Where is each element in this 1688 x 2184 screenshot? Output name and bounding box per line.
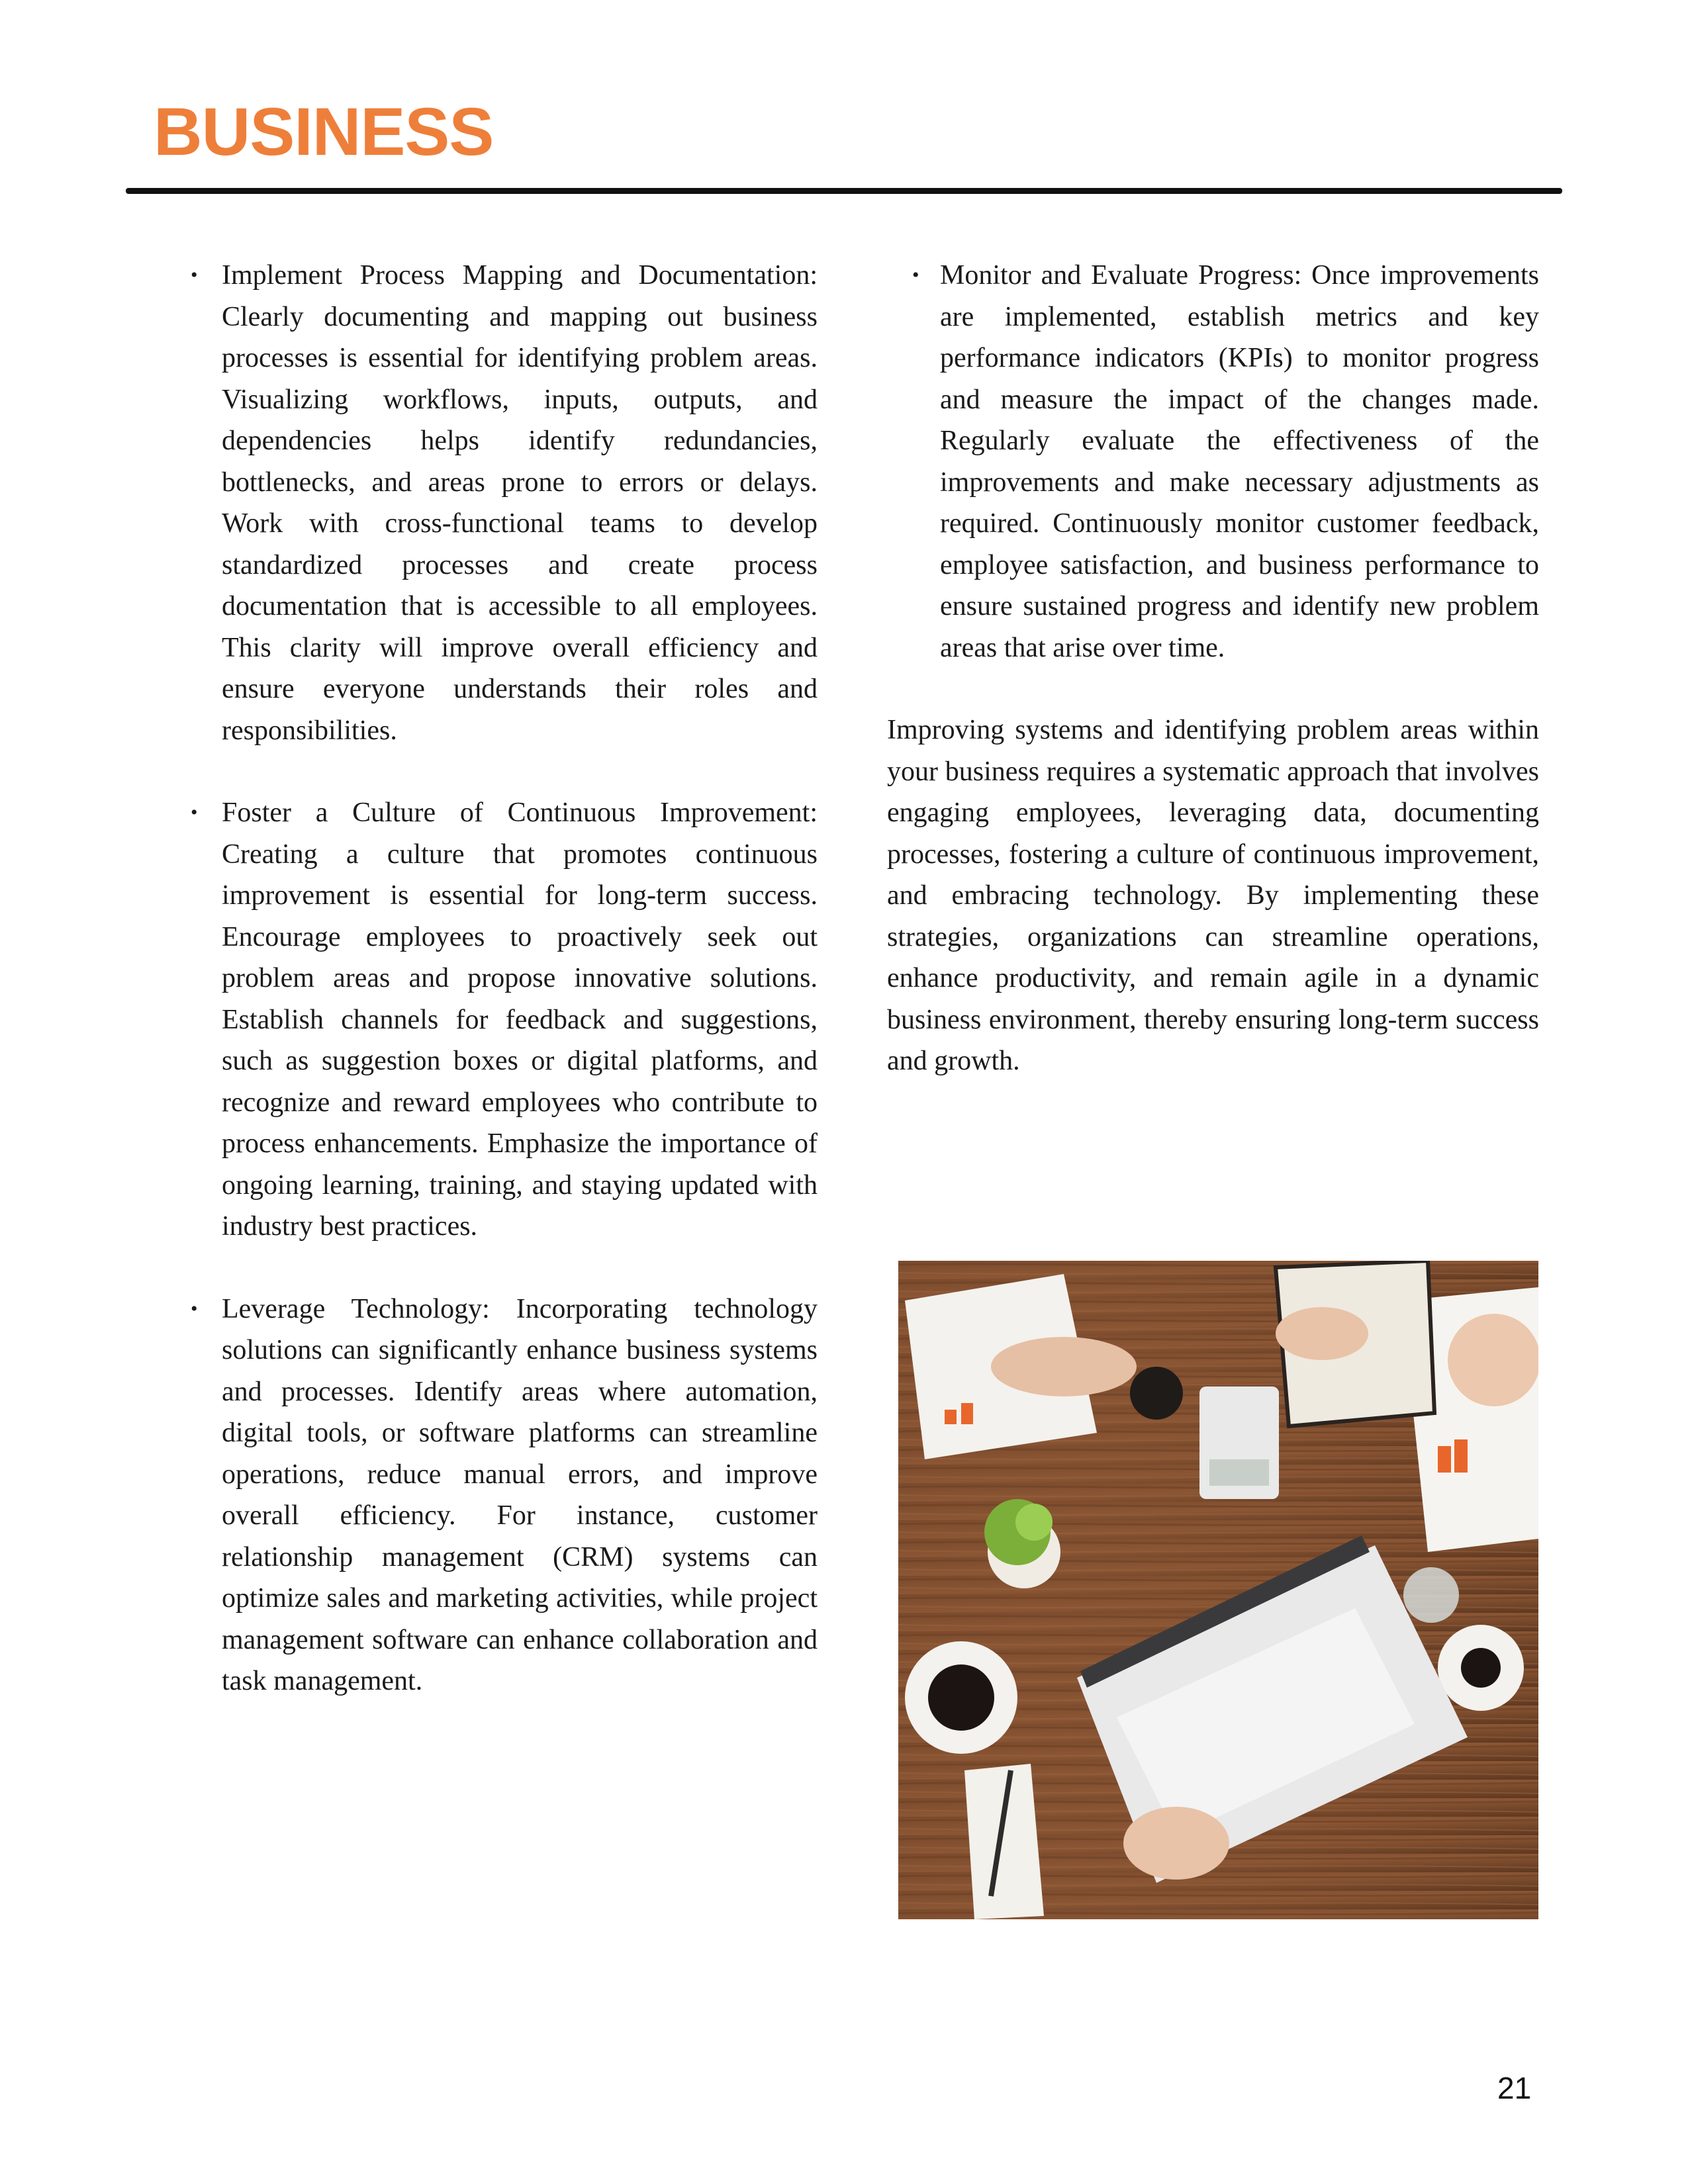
bullet-list-left — [179, 255, 818, 1702]
coffee-cup-right — [1438, 1625, 1524, 1711]
office-desk-photo — [898, 1261, 1538, 1919]
calculator — [1199, 1387, 1279, 1499]
conclusion-paragraph: Improving systems and identifying problem areas within your business requires a systematic approach that involves engaging employees, leveraging data, documenting processes, fostering a culture of continuous improvement, and embracing technology. By implementing these strategies, organizations can streamline operations, enhance productivity, and remain agile in a dynamic business environment, thereby ensuring long-term success and growth. — [887, 715, 1539, 1076]
bullet-list-right — [861, 255, 1539, 668]
coffee-cup-left — [905, 1641, 1017, 1754]
hand-holding-pen — [1276, 1307, 1368, 1360]
black-mug — [1130, 1367, 1183, 1420]
hand-top-right — [1448, 1314, 1538, 1406]
left-column — [179, 255, 818, 1743]
title-divider — [126, 188, 1562, 194]
bullet-continuous-improvement: • Foster a Culture of Continuous Improvement: Creating a culture that promotes continuous improvement is essential for long-term success. Encourage employees to proactively seek out problem areas and propose innovative solutions. Establish channels for feedback and suggestions, such as suggestion boxes or digital platforms, and recognize and reward employees who contribute to process enhancements. Emphasize the importance of ongoing learning, training, and staying updated with industry best practices. — [179, 792, 818, 1248]
page-title: BUSINESS — [154, 94, 494, 169]
hand-pointing — [991, 1337, 1137, 1396]
bullet-process-mapping: • Implement Process Mapping and Documentation: Clearly documenting and mapping out business processes is essential for identifying problem areas. Visualizing workflows, inputs, outputs, and dependencies helps identify redundancies, bottlenecks, and areas prone to errors or delays. Work with cross-functional teams to develop standardized processes and create process documentation that is accessible to all employees. This clarity will improve overall efficiency and ensure everyone understands their roles and responsibilities. — [179, 255, 818, 751]
right-column — [861, 255, 1539, 1082]
hand-typing — [1123, 1807, 1229, 1880]
notepad-with-pen — [964, 1764, 1044, 1919]
page-number: 21 — [1497, 2071, 1532, 2105]
bullet-leverage-technology: • Leverage Technology: Incorporating technology solutions can significantly enhance business systems and processes. Identify areas where automation, digital tools, or software platforms can streamline operations, reduce manual errors, and improve overall efficiency. For instance, customer relationship management (CRM) systems can optimize sales and marketing activities, while project management software can enhance collaboration and task management. — [179, 1289, 818, 1702]
water-glass — [1403, 1567, 1459, 1623]
bullet-monitor-progress: • Monitor and Evaluate Progress: Once improvements are implemented, establish metrics and key performance indicators (KPIs) to monitor progress and measure the impact of the changes made. Regularly evaluate the effectiveness of the improvements and make necessary adjustments as required. Continuously monitor customer feedback, employee satisfaction, and business performance to ensure sustained progress and identify new problem areas that arise over time. — [861, 255, 1539, 668]
